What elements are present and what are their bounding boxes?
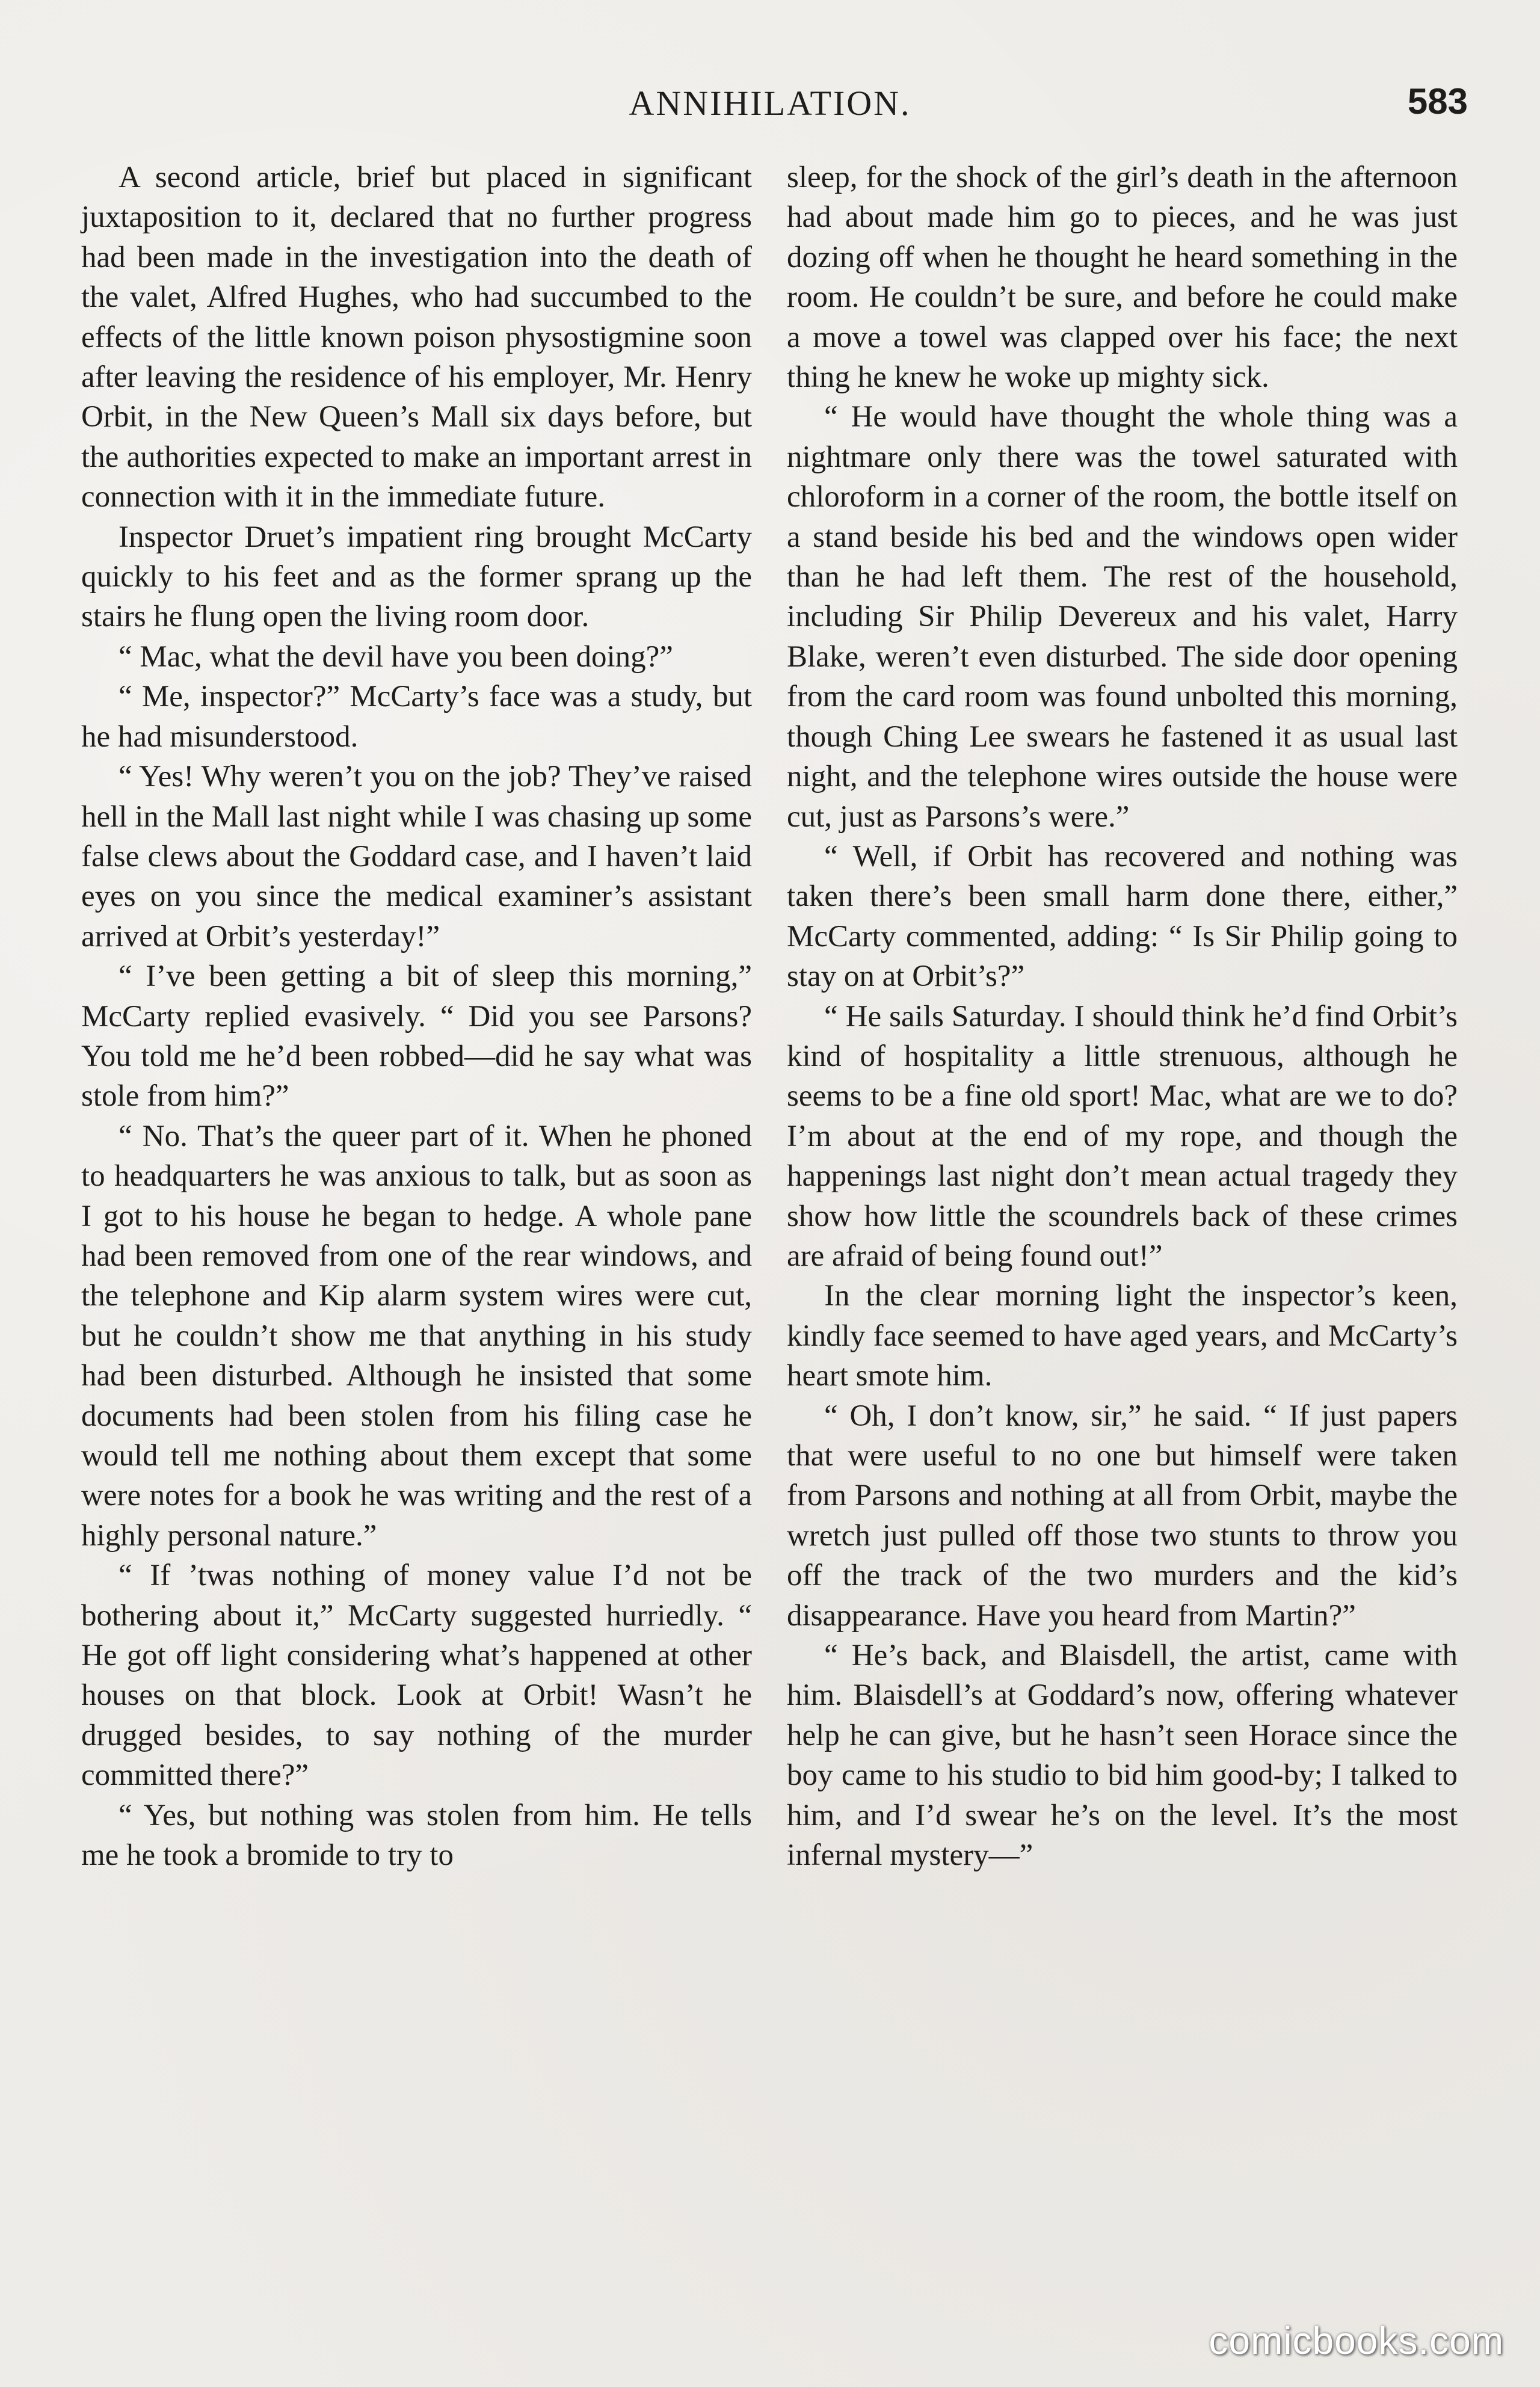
right-column <box>787 158 1458 1875</box>
page-number: 583 <box>1407 81 1468 122</box>
running-head <box>72 78 1468 126</box>
paragraph: Inspector Druet’s impatient ring brought McCarty quickly to his feet and as the former sprang up the stairs he flung open the living room door. <box>81 520 752 634</box>
paragraph: “ He sails Saturday. I should think he’d find Orbit’s kind of hospitality a little strenuous, although he seems to be a fine old sport! Mac, what are we to do? I’m about at the end of my rope, and though the happenings last night don’t mean actual tragedy they show how little the scoundrels back of these crimes are afraid of being found out!” <box>787 999 1458 1273</box>
paragraph: “ I’ve been getting a bit of sleep this morning,” McCarty replied evasively. “ Did you see Parsons? You told me he’d been robbed—did he say what was stole from him?” <box>81 959 752 1113</box>
paragraph: A second article, brief but placed in significant juxtaposition to it, declared that no further progress had been made in the investigation into the death of the valet, Alfred Hughes, who had succumbed to the effects of the little known poison physostigmine soon after leaving the residence of his employer, Mr. Henry Orbit, in the New Queen’s Mall six days before, but the authorities expected to make an important arrest in connection with it in the immediate future. <box>81 161 752 514</box>
paragraph: “ Mac, what the devil have you been doing?” <box>119 639 673 674</box>
running-title: ANNIHILATION. <box>629 84 911 123</box>
left-column <box>81 158 752 1875</box>
paragraph: “ Well, if Orbit has recovered and nothing was taken there’s been small harm done there, either,” McCarty commented, adding: “ Is Sir Philip going to stay on at Orbit’s?” <box>787 839 1458 994</box>
paragraph: “ Yes, but nothing was stolen from him. He tells me he took a bromide to try to <box>81 1798 752 1873</box>
paragraph: In the clear morning light the inspector’s keen, kindly face seemed to have aged years, and McCarty’s heart smote him. <box>787 1279 1458 1393</box>
paragraph: “ Oh, I don’t know, sir,” he said. “ If just papers that were useful to no one but himself were taken from Parsons and nothing at all from Orbit, maybe the wretch just pulled off those two stunts to throw you off the track of the two murders and the kid’s disappearance. Have you heard from Martin?” <box>787 1399 1458 1633</box>
paragraph: sleep, for the shock of the girl’s death in the afternoon had about made him go to pieces, and he was just dozing off when he thought he heard something in the room. He couldn’t be sure, and before he could make a move a towel was clapped over his face; the next thing he knew he woke up mighty sick. <box>787 161 1458 395</box>
paragraph: “ If ’twas nothing of money value I’d not be bothering about it,” McCarty suggested hurriedly. “ He got off light considering what’s happened at other houses on that block. Look at Orbit! Wasn’t he drugged besides, to say nothing of the murder committed there?” <box>81 1559 752 1793</box>
paragraph: “ Me, inspector?” McCarty’s face was a study, but he had misunderstood. <box>81 680 752 754</box>
paragraph: “ He would have thought the whole thing was a nightmare only there was the towel saturated with chloroform in a corner of the room, the bottle itself on a stand beside his bed and the windows open wider than he had left them. The rest of the household, including Sir Philip Devereux and his valet, Harry Blake, weren’t even disturbed. The side door opening from the card room was found unbolted this morning, though Ching Lee swears he fastened it as usual last night, and the telephone wires outside the house were cut, just as Parsons’s were.” <box>787 400 1458 834</box>
paragraph: “ He’s back, and Blaisdell, the artist, came with him. Blaisdell’s at Goddard’s now, offering whatever help he can give, but he hasn’t seen Horace since the boy came to his studio to bid him good-by; I talked to him, and I’d swear he’s on the level. It’s the most infernal mystery—” <box>787 1639 1458 1873</box>
paragraph: “ No. That’s the queer part of it. When he phoned to headquarters he was anxious to talk, but as soon as I got to his house he began to hedge. A whole pane had been removed from one of the rear windows, and the telephone and Kip alarm system wires were cut, but he couldn’t show me that anything in his study had been disturbed. Although he insisted that some documents had been stolen from his filing case he would tell me nothing about them except that some were notes for a book he was writing and the rest of a highly personal nature.” <box>81 1119 752 1553</box>
watermark: comicbooks.com <box>1209 2319 1504 2362</box>
paragraph: “ Yes! Why weren’t you on the job? They’ve raised hell in the Mall last night while I was chasing up some false clews about the Goddard case, and I haven’t laid eyes on you since the medical examiner’s assistant arrived at Orbit’s yesterday!” <box>81 760 752 953</box>
